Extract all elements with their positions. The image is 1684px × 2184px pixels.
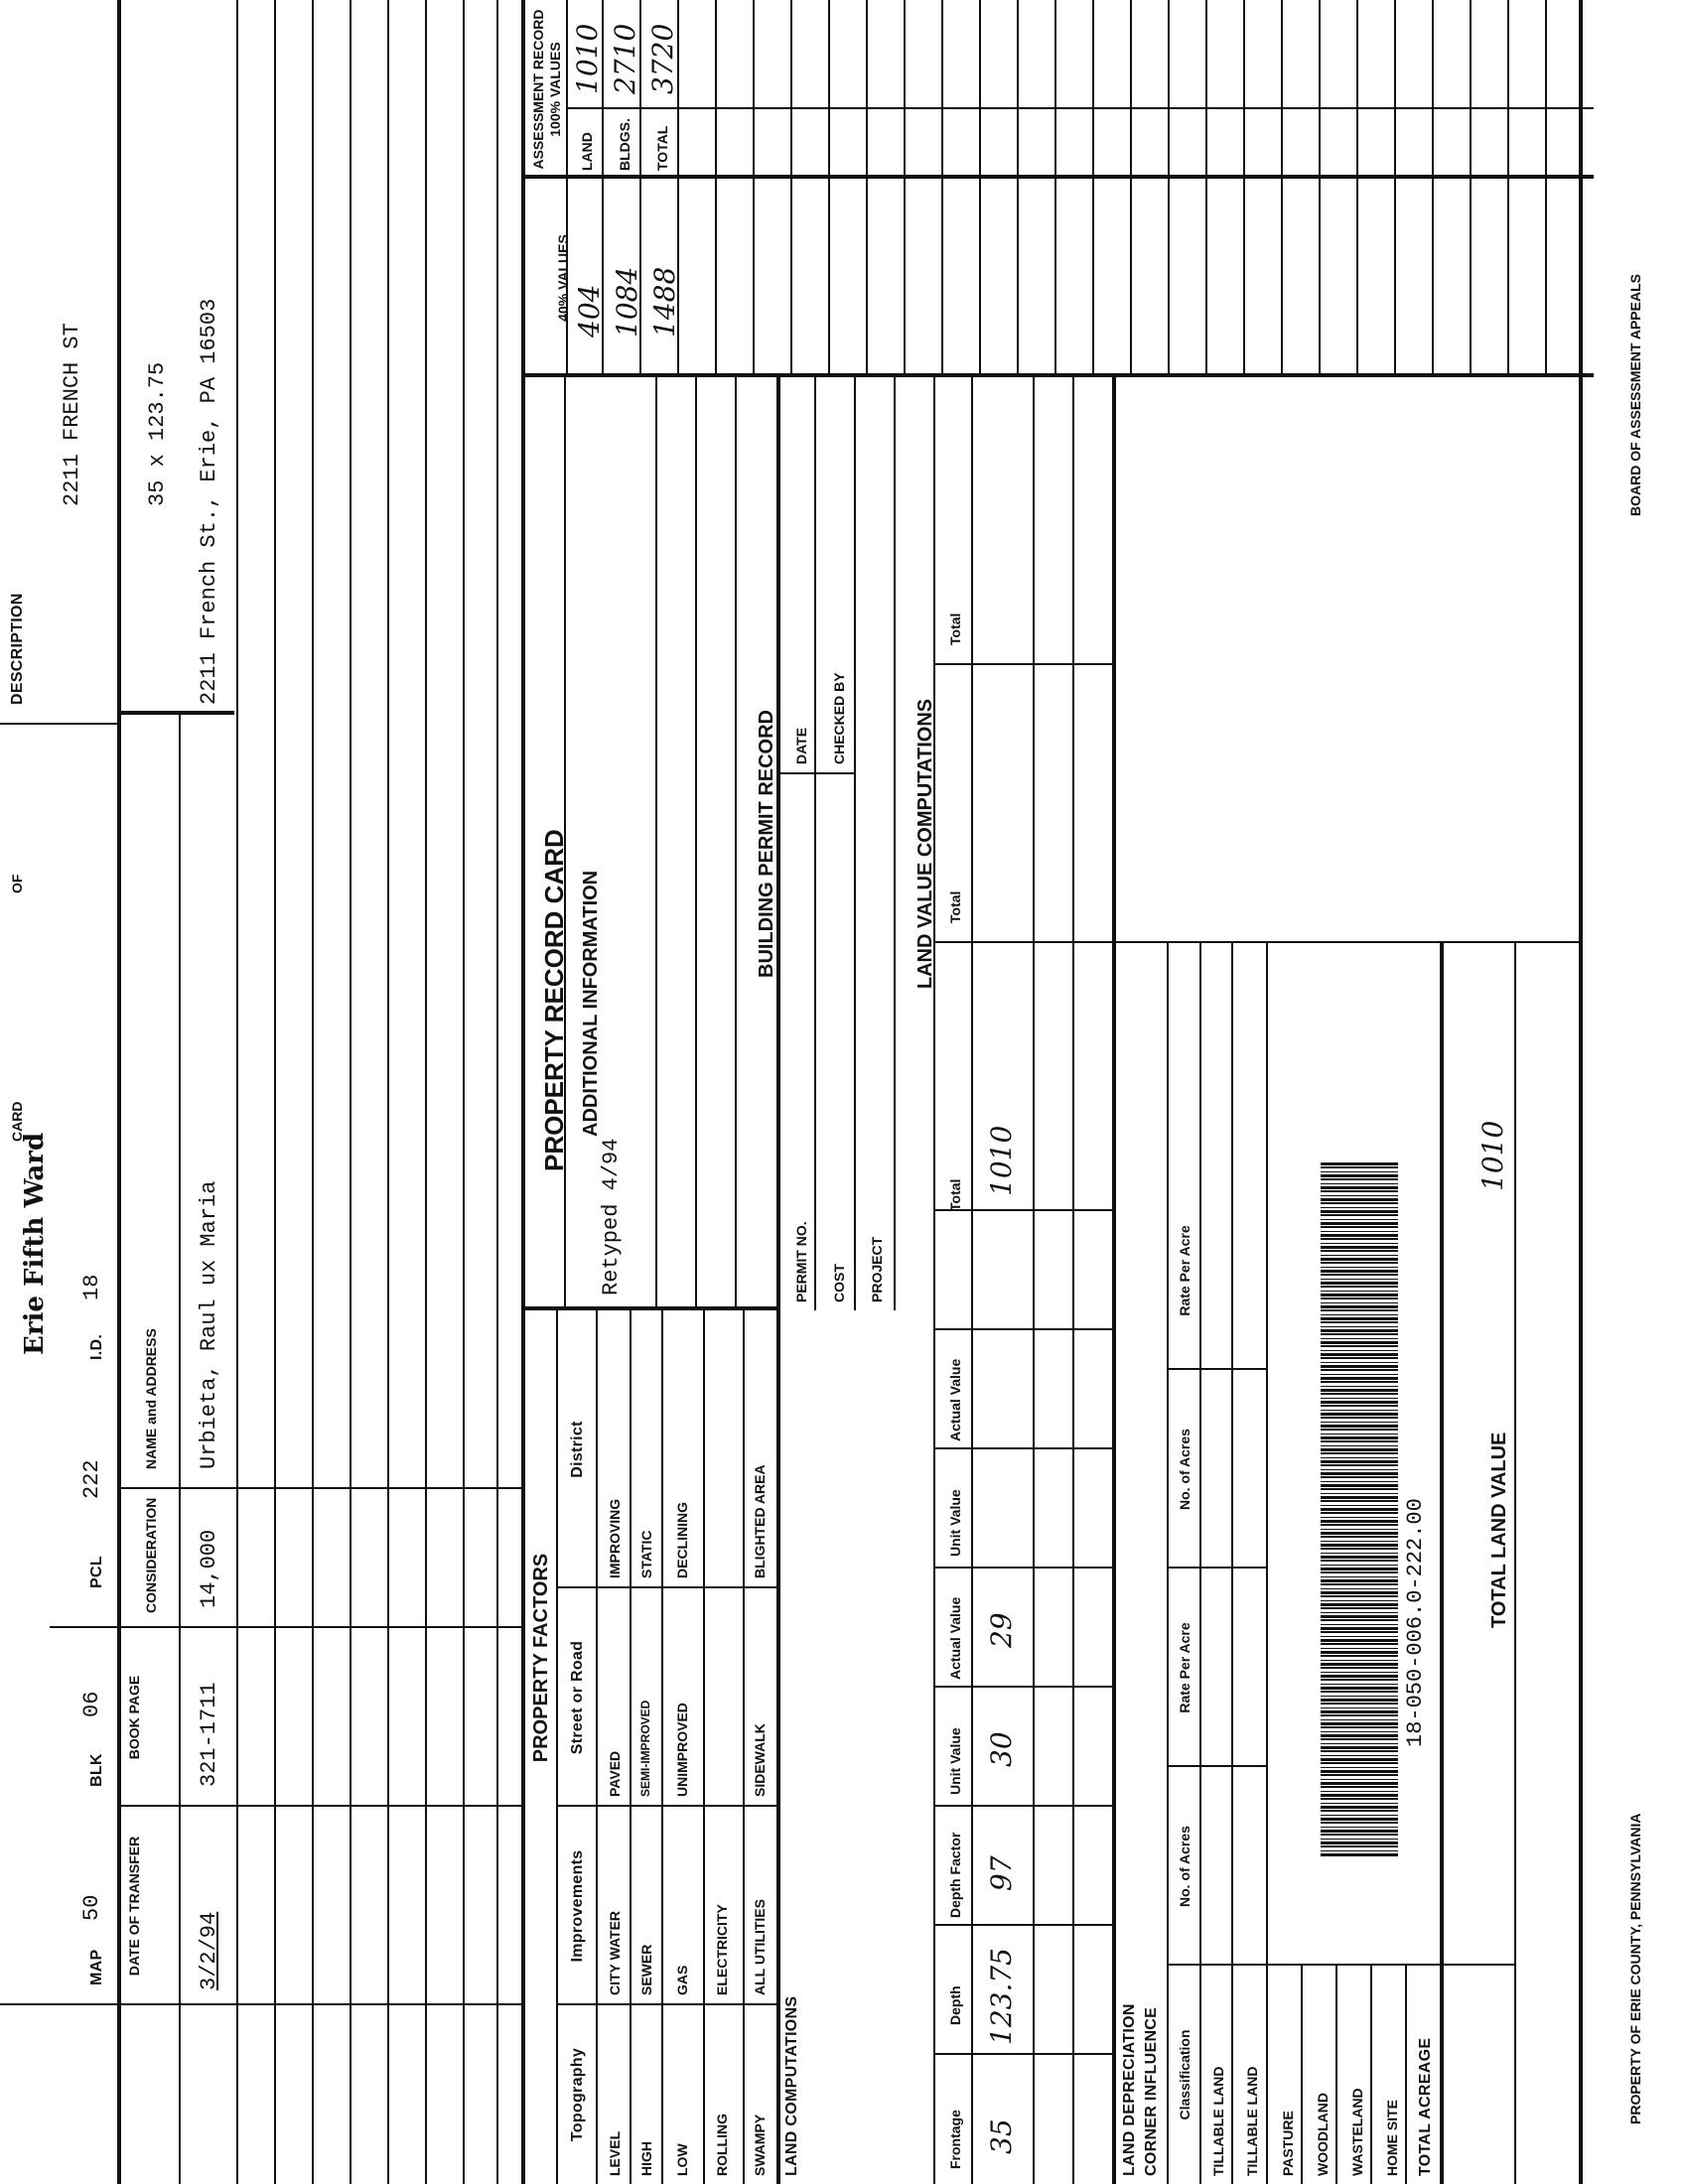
total-header-1: Total <box>947 1178 963 1211</box>
depth-value: 123.75 <box>985 1948 1018 2045</box>
imp-city-water: CITY WATER <box>607 1910 623 1995</box>
assess-land-value: 1010 <box>571 23 604 94</box>
id-value: 18 <box>79 1274 104 1300</box>
topo-high: HIGH <box>638 2141 654 2176</box>
acres-header-2: No. of Acres <box>1177 1429 1193 1510</box>
transfer-book-page: 321-1711 <box>197 1682 221 1787</box>
corner-influence-title: CORNER INFLUENCE <box>1143 2006 1160 2176</box>
land-value-title: LAND VALUE COMPUTATIONS <box>914 698 936 990</box>
class-tillable-1: TILLABLE LAND <box>1210 2066 1226 2176</box>
rate-header-2: Rate Per Acre <box>1177 1225 1193 1316</box>
card-label: CARD <box>9 1101 25 1142</box>
acres-header-1: No. of Acres <box>1177 1826 1193 1907</box>
permit-no-label: PERMIT NO. <box>793 1221 809 1302</box>
classification-header: Classification <box>1177 2029 1193 2120</box>
frontage-value: 35 <box>985 2118 1018 2154</box>
depth-factor-header: Depth Factor <box>947 1832 963 1918</box>
class-woodland: WOODLAND <box>1315 2093 1331 2176</box>
additional-info-label: ADDITIONAL INFORMATION <box>580 870 602 1137</box>
class-total-acreage: TOTAL ACREAGE <box>1417 2037 1434 2176</box>
imp-sewer: SEWER <box>638 1944 654 1995</box>
frontage-header: Frontage <box>947 2110 963 2169</box>
record-card-title: PROPERTY RECORD CARD <box>539 829 569 1171</box>
assess-total-value: 3720 <box>646 23 679 94</box>
barcode-graphic <box>1321 1161 1398 1856</box>
assess-total-label: TOTAL <box>654 125 670 171</box>
retyped-note: Retyped 4/94 <box>599 1138 624 1296</box>
street-sidewalk: SIDEWALK <box>752 1723 768 1797</box>
total-land-value-label: TOTAL LAND VALUE <box>1488 1432 1510 1628</box>
pct40-total: 1488 <box>648 266 681 338</box>
district-blighted: BLIGHTED AREA <box>752 1464 768 1578</box>
assessment-subtitle: 100% VALUES <box>547 42 563 137</box>
topography-header: Topography <box>569 2047 586 2142</box>
of-label: OF <box>9 874 25 893</box>
id-label: I.D. <box>88 1333 105 1360</box>
street-header: Street or Road <box>569 1640 586 1755</box>
actual-value: 29 <box>985 1612 1018 1648</box>
map-value: 50 <box>79 1894 104 1921</box>
name-address-header: NAME and ADDRESS <box>143 1328 159 1469</box>
transfer-consideration: 14,000 <box>197 1529 221 1608</box>
street-paved: PAVED <box>607 1750 623 1797</box>
district-header: District <box>569 1421 586 1478</box>
actual-value-header-1: Actual Value <box>947 1596 963 1680</box>
assess-land-label: LAND <box>579 132 595 171</box>
district-static: STATIC <box>638 1530 654 1578</box>
book-page-header: BOOK PAGE <box>126 1675 142 1760</box>
property-factors-title: PROPERTY FACTORS <box>530 1553 552 1763</box>
transfer-date: 3/2/94 <box>197 1911 221 1990</box>
topo-level: LEVEL <box>607 2130 623 2176</box>
barcode-text: 18-050-006.0-222.00 <box>1403 1498 1428 1747</box>
pcl-value: 222 <box>79 1459 104 1499</box>
class-home-site: HOME SITE <box>1384 2099 1400 2176</box>
description-label: DESCRIPTION <box>9 593 26 705</box>
map-label: MAP <box>88 1949 105 1985</box>
assessment-title: ASSESSMENT RECORD <box>530 9 546 170</box>
pcl-label: PCL <box>88 1556 105 1588</box>
depth-header: Depth <box>947 1985 963 2025</box>
street-semi-improved: SEMI-IMPROVED <box>638 1700 652 1797</box>
improvements-header: Improvements <box>569 1849 586 1963</box>
property-of-footer: PROPERTY OF ERIE COUNTY, PENNSYLVANIA <box>1627 1813 1643 2124</box>
permit-title: BUILDING PERMIT RECORD <box>756 710 777 978</box>
total-header-2: Total <box>947 890 963 923</box>
date-of-transfer-header: DATE OF TRANSFER <box>126 1836 142 1977</box>
transfer-address: 2211 French St., Erie, PA 16503 <box>197 298 221 705</box>
ward-title: Erie Fifth Ward <box>20 1132 50 1355</box>
class-pasture: PASTURE <box>1280 2111 1296 2176</box>
total-land-value: 1010 <box>1476 1120 1509 1191</box>
blk-value: 06 <box>79 1691 104 1717</box>
class-wasteland: WASTELAND <box>1349 2088 1365 2176</box>
permit-cost-label: COST <box>831 1264 847 1302</box>
pct40-bldgs: 1084 <box>611 266 643 338</box>
land-depreciation-title: LAND DEPRECIATION <box>1121 2003 1138 2176</box>
transfer-name: Urbieta, Raul ux Maria <box>197 1180 221 1469</box>
land-computations-label: LAND COMPUTATIONS <box>783 1995 800 2176</box>
unit-value-header-2: Unit Value <box>947 1489 963 1557</box>
pct40-land: 404 <box>573 284 606 338</box>
assess-bldgs-value: 2710 <box>609 23 641 94</box>
unit-value-header-1: Unit Value <box>947 1727 963 1795</box>
district-declining: DECLINING <box>674 1502 690 1578</box>
topo-swampy: SWAMPY <box>752 2114 768 2176</box>
topo-rolling: ROLLING <box>714 2114 730 2176</box>
actual-value-header-2: Actual Value <box>947 1358 963 1441</box>
class-tillable-2: TILLABLE LAND <box>1244 2066 1260 2176</box>
assess-bldgs-label: BLDGS. <box>617 118 632 171</box>
imp-all-utilities: ALL UTILITIES <box>752 1899 768 1995</box>
imp-electricity: ELECTRICITY <box>714 1904 730 1995</box>
total-header-3: Total <box>947 613 963 645</box>
permit-checked-by-label: CHECKED BY <box>831 672 847 764</box>
board-footer: BOARD OF ASSESSMENT APPEALS <box>1627 274 1643 516</box>
permit-project-label: PROJECT <box>869 1236 885 1302</box>
district-improving: IMPROVING <box>607 1498 623 1578</box>
description-dims: 35 x 123.75 <box>145 361 170 506</box>
permit-date-label: DATE <box>793 727 809 764</box>
imp-gas: GAS <box>674 1965 690 1995</box>
street-unimproved: UNIMPROVED <box>674 1703 690 1797</box>
depth-factor-value: 97 <box>985 1855 1018 1891</box>
land-total: 1010 <box>985 1125 1018 1196</box>
pct40-label: 40% VALUES <box>555 234 571 322</box>
rate-header-1: Rate Per Acre <box>1177 1622 1193 1713</box>
blk-label: BLK <box>88 1753 105 1787</box>
description-address: 2211 FRENCH ST <box>60 323 84 506</box>
topo-low: LOW <box>674 2143 690 2176</box>
unit-value: 30 <box>985 1731 1018 1767</box>
consideration-header: CONSIDERATION <box>143 1497 159 1613</box>
